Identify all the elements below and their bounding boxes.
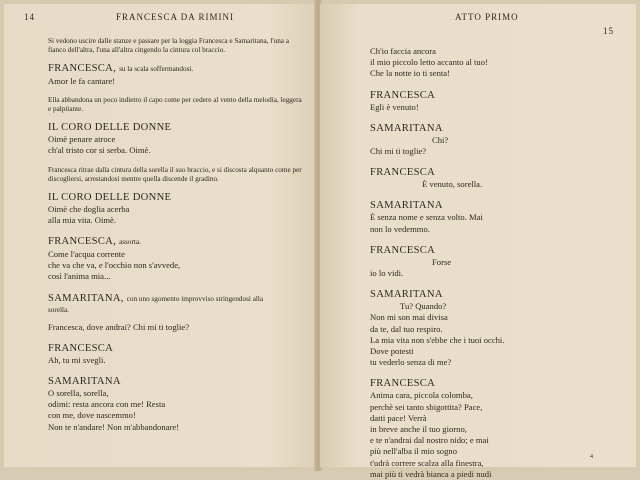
- speaker-label: FRANCESCA: [370, 244, 436, 256]
- line-text: Non te n'andare! Non m'abbandonare!: [48, 421, 179, 432]
- line-text: il mio piccolo letto accanto al tuo!: [370, 57, 488, 68]
- line-text: Oimè che doglia acerba: [48, 203, 130, 214]
- speaker-label: FRANCESCA,: [48, 63, 117, 74]
- line-text: O sorella, sorella,: [48, 388, 109, 399]
- verse-line: [370, 68, 632, 79]
- line-text: Forse: [432, 256, 452, 267]
- verse-line: [370, 324, 632, 335]
- line-text: più nell'alba il mio sogno: [370, 446, 457, 457]
- verse-line: [370, 102, 632, 113]
- speaker-label: SAMARITANA: [370, 289, 443, 301]
- verse-line: [370, 57, 632, 68]
- line-text: tu vederlo senza di me?: [370, 357, 452, 368]
- stage-direction: [48, 166, 303, 184]
- line-text: È venuto, sorella.: [422, 179, 483, 190]
- verse-line: [370, 312, 632, 323]
- line-text: da te, dal tuo respiro.: [370, 323, 443, 334]
- speaker-label: SAMARITANA,: [48, 292, 124, 304]
- page-number-left: 14: [24, 12, 35, 22]
- verse-line: [370, 346, 632, 357]
- line-text: Francesca, dove andrai? Chi mi ti toglie?: [48, 321, 190, 332]
- line-text: mai più ti vedrà bianca a piedi nudi: [370, 468, 492, 479]
- page-number-right: 15: [603, 26, 614, 36]
- verse-line: [370, 357, 632, 368]
- speaker-label: SAMARITANA: [370, 122, 443, 134]
- verse-line: [48, 422, 303, 433]
- line-text: alla mia vita. Oimè.: [48, 214, 117, 225]
- left-text-column: [48, 37, 303, 433]
- verse-line: [370, 424, 632, 435]
- verse-line: [48, 76, 303, 87]
- line-text: Dove potesti: [370, 346, 414, 357]
- verse-line: [370, 435, 632, 446]
- speaker-name: [370, 377, 632, 390]
- signature-mark: 4: [590, 454, 593, 460]
- line-text: in breve anche il tuo giorno,: [370, 424, 467, 435]
- speaker-name: [48, 292, 303, 306]
- stage-direction: [48, 96, 303, 114]
- verse-line: [48, 355, 303, 366]
- speaker-name: [48, 191, 303, 204]
- speaker-label: FRANCESCA: [370, 89, 436, 101]
- verse-line: [370, 212, 632, 223]
- inline-stage-direction: con uno sgomento improvviso stringendosi alla: [126, 294, 264, 303]
- speaker-name: [48, 121, 303, 134]
- right-page: [320, 4, 636, 479]
- line-text: odimi: resta ancora con me! Resta: [48, 399, 166, 410]
- verse-line: [48, 260, 303, 271]
- right-text-column: [370, 46, 632, 480]
- line-text: che va che va, e l'occhio non s'avvede,: [48, 260, 181, 271]
- line-text: La mia vita non s'ebbe che i tuoi occhi.: [370, 334, 505, 345]
- verse-line: [370, 413, 632, 424]
- line-text: ch'al tristo cor si serba. Oimè.: [48, 145, 151, 156]
- line-text: Ella abbandona un poco indietro il capo come per cedere al vento della melodia, leggera e palpitante.: [48, 96, 302, 114]
- speaker-label: FRANCESCA,: [48, 236, 117, 248]
- line-text: Egli è venuto!: [370, 101, 419, 112]
- verse-line: [370, 390, 632, 401]
- verse-line: [370, 469, 632, 480]
- line-text: perchè sei tanto sbigottita? Pace,: [370, 401, 483, 412]
- line-text: datti pace! Verrà: [370, 412, 427, 423]
- line-text: Ah, tu mi svegli.: [48, 354, 106, 365]
- speaker-name: [370, 122, 632, 135]
- line-text: Francesca ritrae dalla cintura della sorella il suo braccio, e si discosta alquanto come per discogliersi, arrestandosi mentre quella discende il gradino.: [48, 165, 302, 183]
- verse-line: [370, 146, 632, 157]
- stage-direction: [48, 306, 303, 315]
- verse-line: [48, 215, 303, 226]
- running-head-right: ATTO PRIMO: [455, 12, 519, 22]
- verse-line: [370, 179, 632, 190]
- verse-line: [370, 268, 632, 279]
- speaker-label: SAMARITANA: [370, 200, 443, 212]
- line-text: Ch'io faccia ancora: [370, 46, 436, 56]
- left-page: [4, 4, 315, 467]
- verse-line: [370, 402, 632, 413]
- speaker-label: FRANCESCA: [370, 378, 436, 390]
- line-text: È senza nome e senza volto. Mai: [370, 212, 483, 223]
- speaker-name: [370, 288, 632, 301]
- speaker-name: [48, 375, 303, 388]
- line-text: Chi?: [432, 134, 449, 145]
- verse-line: [48, 410, 303, 421]
- verse-line: [48, 134, 303, 145]
- speaker-name: [370, 244, 632, 257]
- line-text: Come l'acqua corrente: [48, 249, 125, 260]
- verse-line: [48, 271, 303, 282]
- verse-line: [48, 249, 303, 260]
- speaker-label: SAMARITANA: [48, 376, 121, 388]
- speaker-label: IL CORO DELLE DONNE: [48, 191, 172, 203]
- stage-direction: [48, 37, 303, 55]
- line-text: non lo vedemmo.: [370, 223, 430, 234]
- verse-line: [370, 224, 632, 235]
- speaker-name: [48, 235, 303, 249]
- line-text: Non mi son mai divisa: [370, 312, 448, 323]
- speaker-name: [370, 89, 632, 102]
- speaker-name: [48, 342, 303, 355]
- line-text: e te n'andrai dal nostro nido; e mai: [370, 435, 489, 446]
- verse-line: [370, 135, 632, 146]
- verse-line: [370, 257, 632, 268]
- verse-line: [370, 301, 632, 312]
- verse-line: [48, 145, 303, 156]
- verse-line: [48, 399, 303, 410]
- line-text: Oimè penare atroce: [48, 134, 116, 145]
- inline-stage-direction: assorta.: [119, 238, 141, 247]
- verse-line: [370, 46, 632, 57]
- line-text: t'udrà correre scalza alla finestra,: [370, 457, 484, 468]
- speaker-label: FRANCESCA: [370, 167, 436, 179]
- line-text: Che la notte io ti senta!: [370, 68, 450, 79]
- line-text: Si vedono uscire dalle stanze e passare per la loggia Francesca e Samaritana, l'una a fianco dell'altra, l'una all'altra cingendo la cintura col braccio.: [48, 37, 289, 54]
- speaker-name: [48, 62, 303, 76]
- line-text: io lo vidi.: [370, 268, 404, 279]
- verse-line: [48, 204, 303, 215]
- line-text: Amor le fa cantare!: [48, 76, 116, 86]
- inline-stage-direction: su la scala soffermandosi.: [119, 65, 194, 73]
- verse-line: [370, 335, 632, 346]
- speaker-name: [370, 199, 632, 212]
- verse-line: [48, 388, 303, 399]
- speaker-label: IL CORO DELLE DONNE: [48, 122, 172, 134]
- running-head-left: FRANCESCA DA RIMINI: [116, 12, 235, 22]
- line-text: con me, dove nascemmo!: [48, 410, 136, 421]
- verse-line: [48, 322, 303, 333]
- line-text: Chi mi ti toglie?: [370, 146, 427, 157]
- speaker-name: [370, 166, 632, 179]
- line-text: sorella.: [48, 305, 69, 314]
- line-text: Tu? Quando?: [400, 301, 447, 312]
- line-text: Anima cara, piccola colomba,: [370, 390, 473, 401]
- line-text: così l'anima mia...: [48, 271, 111, 282]
- speaker-label: FRANCESCA: [48, 342, 114, 354]
